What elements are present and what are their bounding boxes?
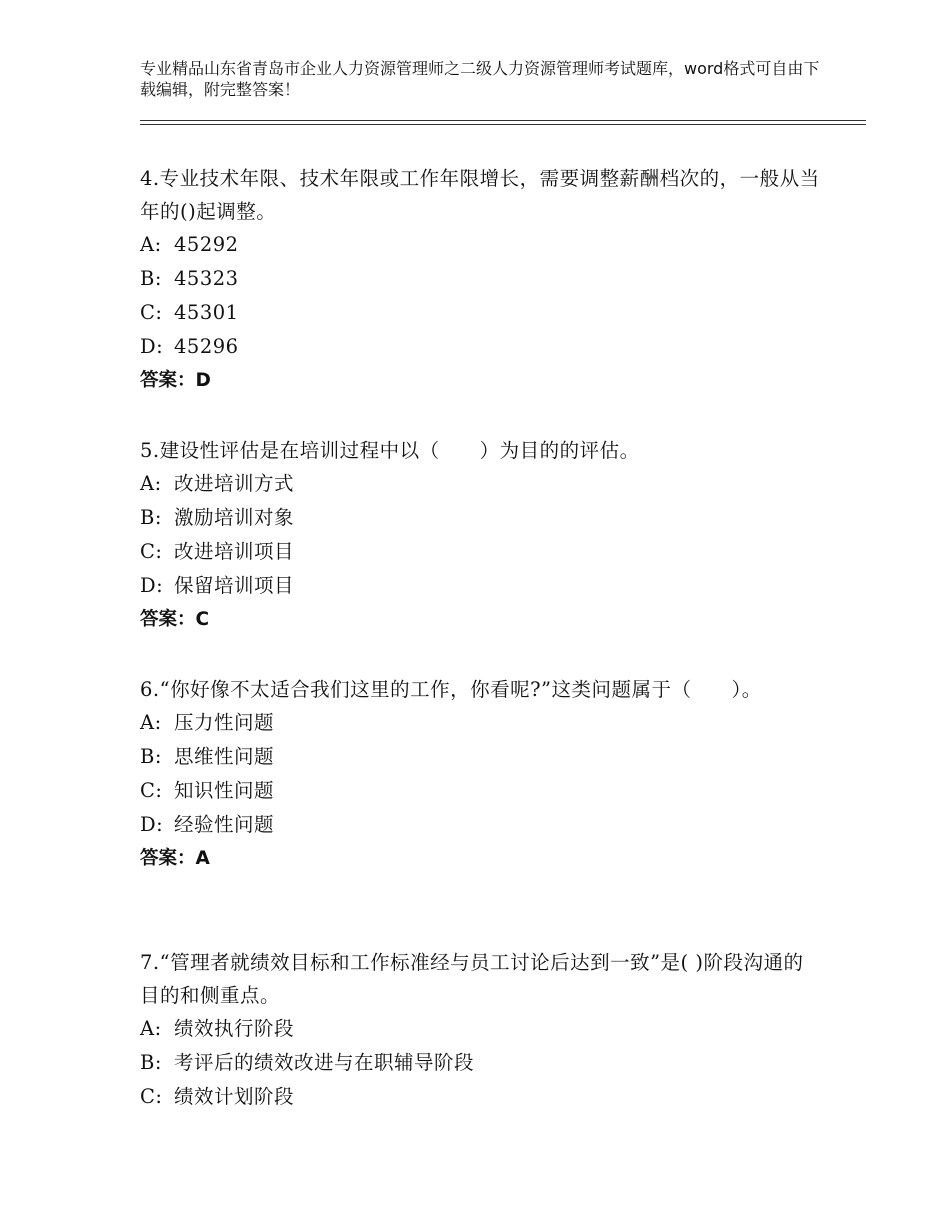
option-letter: A: (140, 233, 162, 256)
option-a (140, 1012, 820, 1046)
header-rule-bottom (140, 124, 866, 125)
option-d (140, 330, 820, 364)
question-text: 5.建设性评估是在培训过程中以（ ）为目的的评估。 (140, 439, 640, 462)
option-b (140, 740, 820, 774)
option-letter: C: (140, 1085, 163, 1108)
option-text: 压力性问题 (174, 711, 275, 734)
option-letter: B: (140, 1051, 162, 1074)
option-letter: D: (140, 574, 164, 597)
question-7 (140, 946, 820, 1114)
option-text: 激励培训对象 (174, 506, 295, 529)
question-text: 4.专业技术年限、技术年限或工作年限增长，需要调整薪酬档次的，一般从当年的()起调整。 (140, 167, 820, 223)
option-letter: C: (140, 301, 163, 324)
question-4 (140, 162, 820, 398)
option-letter: A: (140, 472, 162, 495)
option-text: 保留培训项目 (174, 574, 295, 597)
option-text: 改进培训方式 (174, 472, 295, 495)
option-text: 经验性问题 (174, 813, 275, 836)
option-b (140, 262, 820, 296)
option-a (140, 706, 820, 740)
option-b (140, 1046, 820, 1080)
question-5 (140, 434, 820, 637)
question-text: 6.“你好像不太适合我们这里的工作，你看呢?”这类问题属于（ ）。 (140, 678, 762, 701)
option-letter: D: (140, 813, 164, 836)
question-6 (140, 673, 820, 876)
option-text: 绩效计划阶段 (174, 1085, 295, 1108)
option-a (140, 228, 820, 262)
document-header: 专业精品山东省青岛市企业人力资源管理师之二级人力资源管理师考试题库，word格式可自由下载编辑，附完整答案！ (140, 59, 820, 99)
option-text: 45301 (174, 301, 239, 324)
question-text: 7.“管理者就绩效目标和工作标准经与员工讨论后达到一致”是( )阶段沟通的目的和侧重点。 (140, 951, 804, 1007)
option-c (140, 1080, 820, 1114)
header-rule-top (140, 120, 866, 121)
option-letter: B: (140, 745, 162, 768)
option-text: 知识性问题 (174, 779, 275, 802)
option-d (140, 569, 820, 603)
option-text: 45323 (174, 267, 239, 290)
option-text: 45292 (174, 233, 239, 256)
option-c (140, 296, 820, 330)
answer-label: 答案：C (140, 609, 210, 630)
option-text: 45296 (174, 335, 239, 358)
option-c (140, 774, 820, 808)
option-letter: B: (140, 267, 162, 290)
option-letter: C: (140, 779, 163, 802)
option-letter: B: (140, 506, 162, 529)
option-text: 绩效执行阶段 (174, 1017, 295, 1040)
answer-label: 答案：A (140, 848, 210, 869)
option-text: 考评后的绩效改进与在职辅导阶段 (174, 1051, 475, 1074)
option-text: 改进培训项目 (174, 540, 295, 563)
option-d (140, 808, 820, 842)
option-letter: C: (140, 540, 163, 563)
option-letter: A: (140, 1017, 162, 1040)
option-letter: A: (140, 711, 162, 734)
answer-label: 答案：D (140, 370, 211, 391)
option-a (140, 467, 820, 501)
option-b (140, 501, 820, 535)
option-c (140, 535, 820, 569)
option-letter: D: (140, 335, 164, 358)
option-text: 思维性问题 (174, 745, 275, 768)
